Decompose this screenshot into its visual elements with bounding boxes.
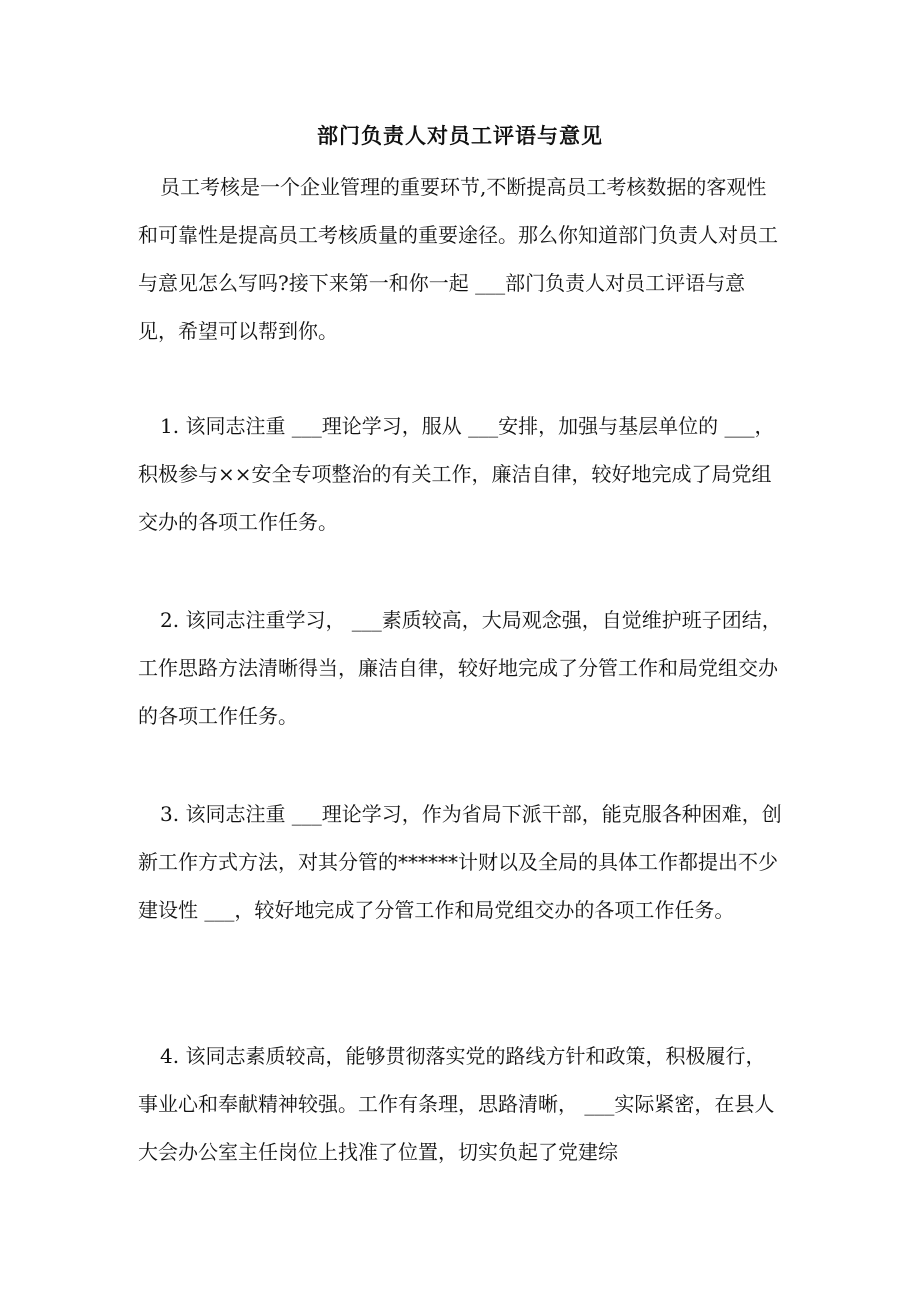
list-item: 1. 该同志注重 ___理论学习，服从 ___安排，加强与基层单位的 ___，积极参与××安全专项整治的有关工作，廉洁自律，较好地完成了局党组交办的各项工作任务。 xyxy=(138,414,775,534)
list-item: 2. 该同志注重学习， ___素质较高，大局观念强，自觉维护班子团结，工作思路方法清晰得当，廉洁自律，较好地完成了分管工作和局党组交办的各项工作任务。 xyxy=(138,608,782,728)
page-title: 部门负责人对员工评语与意见 xyxy=(317,123,603,148)
intro-paragraph: 员工考核是一个企业管理的重要环节,不断提高员工考核数据的客观性和可靠性是提高员工考核质量的重要途径。那么你知道部门负责人对员工与意见怎么写吗?接下来第一和你一起 ___部门负责人对员工评语与意见，希望可以帮到你。 xyxy=(138,175,778,343)
list-item: 3. 该同志注重 ___理论学习，作为省局下派干部，能克服各种困难，创新工作方式方法，对其分管的******计财以及全局的具体工作都提出不少建设性 ___，较好地完成了分管工作和局党组交办的各项工作任务。 xyxy=(138,802,782,922)
list-item: 4. 该同志素质较高，能够贯彻落实党的路线方针和政策，积极履行，事业心和奉献精神较强。工作有条理，思路清晰， ___实际紧密，在县人大会办公室主任岗位上找准了位置，切实负起了党建综 xyxy=(138,1044,775,1164)
